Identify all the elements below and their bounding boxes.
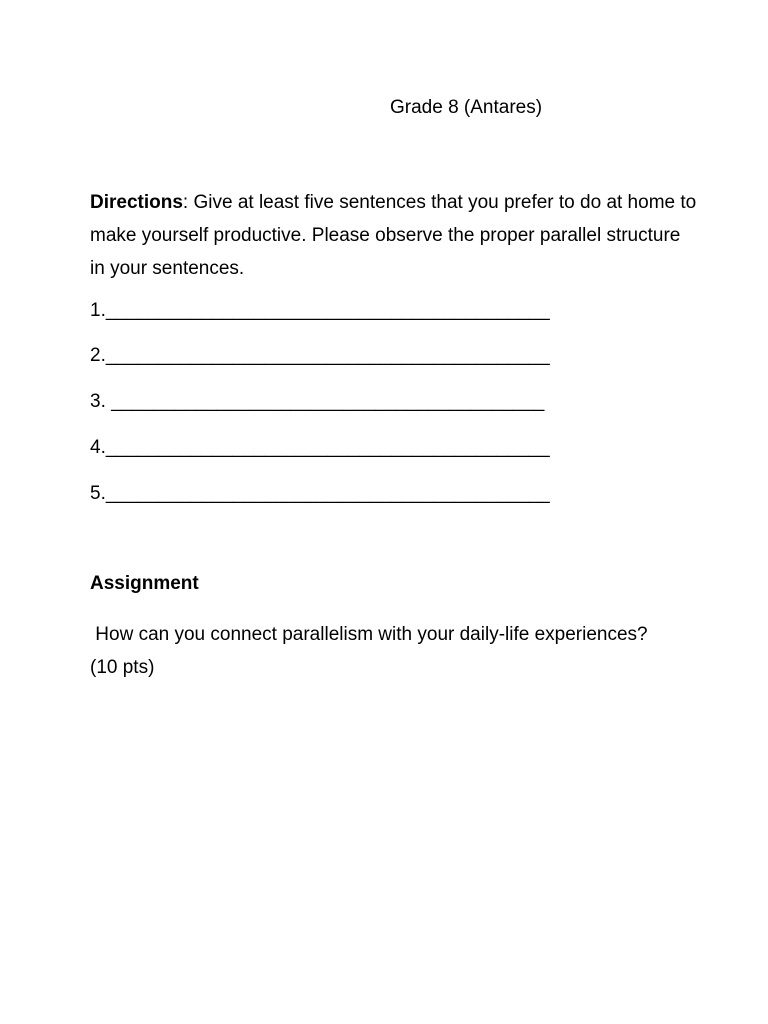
directions-label: Directions (90, 192, 183, 213)
assignment-question: How can you connect parallelism with your daily-life experiences? (10 pts) (90, 624, 653, 678)
answer-line-1: 1.__________________________________________ (90, 300, 550, 321)
directions-paragraph (90, 186, 700, 285)
answer-line-2: 2.__________________________________________ (90, 345, 550, 366)
answer-line-5: 5.__________________________________________ (90, 483, 550, 504)
assignment-title: Assignment (90, 573, 199, 594)
directions-separator: : (182, 192, 194, 213)
answer-line-3: 3. _________________________________________ (90, 391, 545, 412)
grade-heading: Grade 8 (Antares) (390, 97, 543, 118)
answer-line-4: 4.__________________________________________ (90, 437, 550, 458)
directions-text: Give at least five sentences that you prefer to do at home to make yourself productive. Please observe the proper parallel structure in your sentences. (90, 192, 697, 279)
